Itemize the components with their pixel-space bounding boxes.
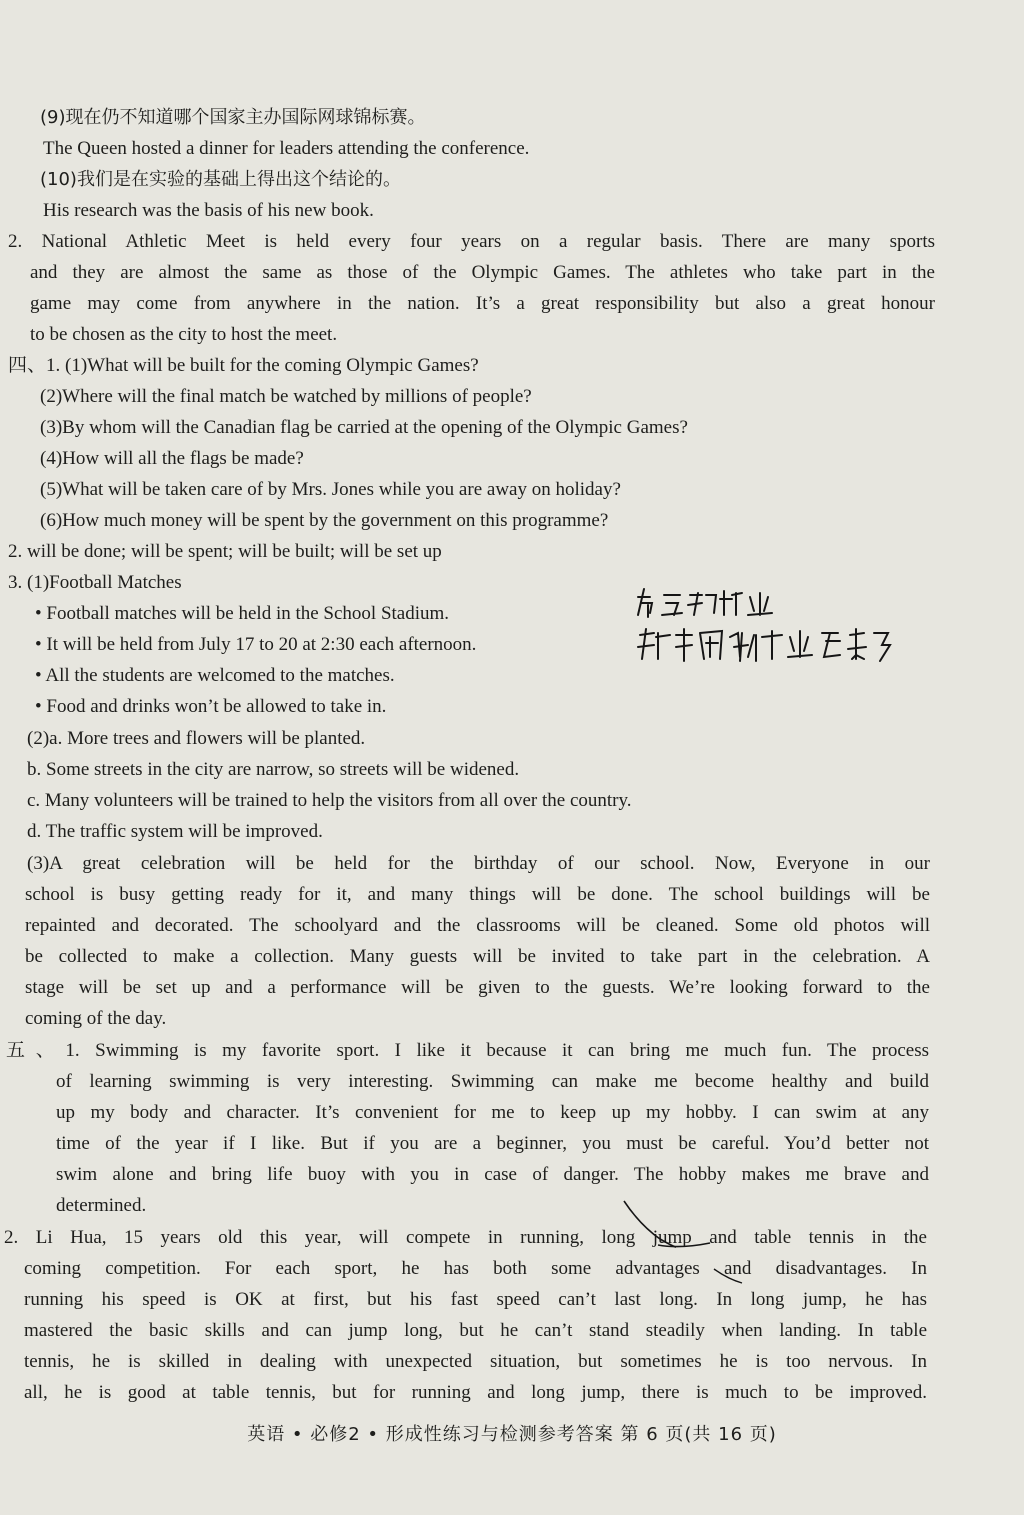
line: (2)a. More trees and flowers will be planted. xyxy=(27,728,366,749)
line: b. Some streets in the city are narrow, so streets will be widened. xyxy=(27,759,520,780)
line: repainted and decorated. The schoolyard and the classrooms will be cleaned. Some old photos will xyxy=(25,915,930,936)
line: of learning swimming is very interesting. Swimming can make me become healthy and build xyxy=(56,1071,929,1092)
line: (4)How will all the flags be made? xyxy=(40,448,304,469)
page-footer: 英语 • 必修2 • 形成性练习与检测参考答案 第 6 页(共 16 页) xyxy=(247,1424,777,1445)
line: • Football matches will be held in the School Stadium. xyxy=(35,603,450,624)
line: 五、1. Swimming is my favorite sport. I like it because it can bring me much fun. The process xyxy=(6,1040,929,1061)
line: (3)A great celebration will be held for the birthday of our school. Now, Everyone in our xyxy=(27,853,930,874)
line: be collected to make a collection. Many guests will be invited to take part in the celebration. A xyxy=(25,946,930,967)
line: 2. National Athletic Meet is held every four years on a regular basis. There are many sports xyxy=(8,231,935,252)
line: (2)Where will the final match be watched by millions of people? xyxy=(40,386,532,407)
line: (9)现在仍不知道哪个国家主办国际网球锦标赛。 xyxy=(40,107,426,128)
line: coming competition. For each sport, he has both some advantages and disadvantages. In xyxy=(24,1258,927,1279)
line: running his speed is OK at first, but his fast speed can’t last long. In long jump, he has xyxy=(24,1289,927,1310)
line: 2. Li Hua, 15 years old this year, will compete in running, long jump and table tennis in the xyxy=(4,1227,927,1248)
line: • All the students are welcomed to the matches. xyxy=(35,665,395,686)
line: determined. xyxy=(56,1195,147,1216)
line: His research was the basis of his new book. xyxy=(43,200,374,221)
handwritten-note xyxy=(630,585,900,675)
line: (5)What will be taken care of by Mrs. Jones while you are away on holiday? xyxy=(40,479,621,500)
line: c. Many volunteers will be trained to help the visitors from all over the country. xyxy=(27,790,632,811)
line: coming of the day. xyxy=(25,1008,167,1029)
line: 四、1. (1)What will be built for the coming Olympic Games? xyxy=(8,355,479,376)
pen-underline-mark xyxy=(610,1195,750,1285)
line: d. The traffic system will be improved. xyxy=(27,821,323,842)
line: to be chosen as the city to host the meet. xyxy=(30,324,338,345)
line: (6)How much money will be spent by the government on this programme? xyxy=(40,510,609,531)
line: • It will be held from July 17 to 20 at 2:30 each afternoon. xyxy=(35,634,477,655)
line: mastered the basic skills and can jump long, but he can’t stand steadily when landing. In table xyxy=(24,1320,927,1341)
line: • Food and drinks won’t be allowed to take in. xyxy=(35,696,387,717)
line: time of the year if I like. But if you are a beginner, you must be careful. You’d better not xyxy=(56,1133,929,1154)
line: 3. (1)Football Matches xyxy=(8,572,182,593)
line: game may come from anywhere in the nation. It’s a great responsibility but also a great honour xyxy=(30,293,935,314)
line: The Queen hosted a dinner for leaders attending the conference. xyxy=(43,138,530,159)
line: and they are almost the same as those of the Olympic Games. The athletes who take part in the xyxy=(30,262,935,283)
line: swim alone and bring life buoy with you in case of danger. The hobby makes me brave and xyxy=(56,1164,929,1185)
line: up my body and character. It’s convenient for me to keep up my hobby. I can swim at any xyxy=(56,1102,929,1123)
line: stage will be set up and a performance will be given to the guests. We’re looking forward to the xyxy=(25,977,930,998)
line: school is busy getting ready for it, and many things will be done. The school buildings will be xyxy=(25,884,930,905)
line: (3)By whom will the Canadian flag be carried at the opening of the Olympic Games? xyxy=(40,417,688,438)
line: all, he is good at table tennis, but for running and long jump, there is much to be improved. xyxy=(24,1382,927,1403)
line: tennis, he is skilled in dealing with unexpected situation, but sometimes he is too nervous. In xyxy=(24,1351,927,1372)
line: (10)我们是在实验的基础上得出这个结论的。 xyxy=(40,169,401,190)
line: 2. will be done; will be spent; will be built; will be set up xyxy=(8,541,442,562)
